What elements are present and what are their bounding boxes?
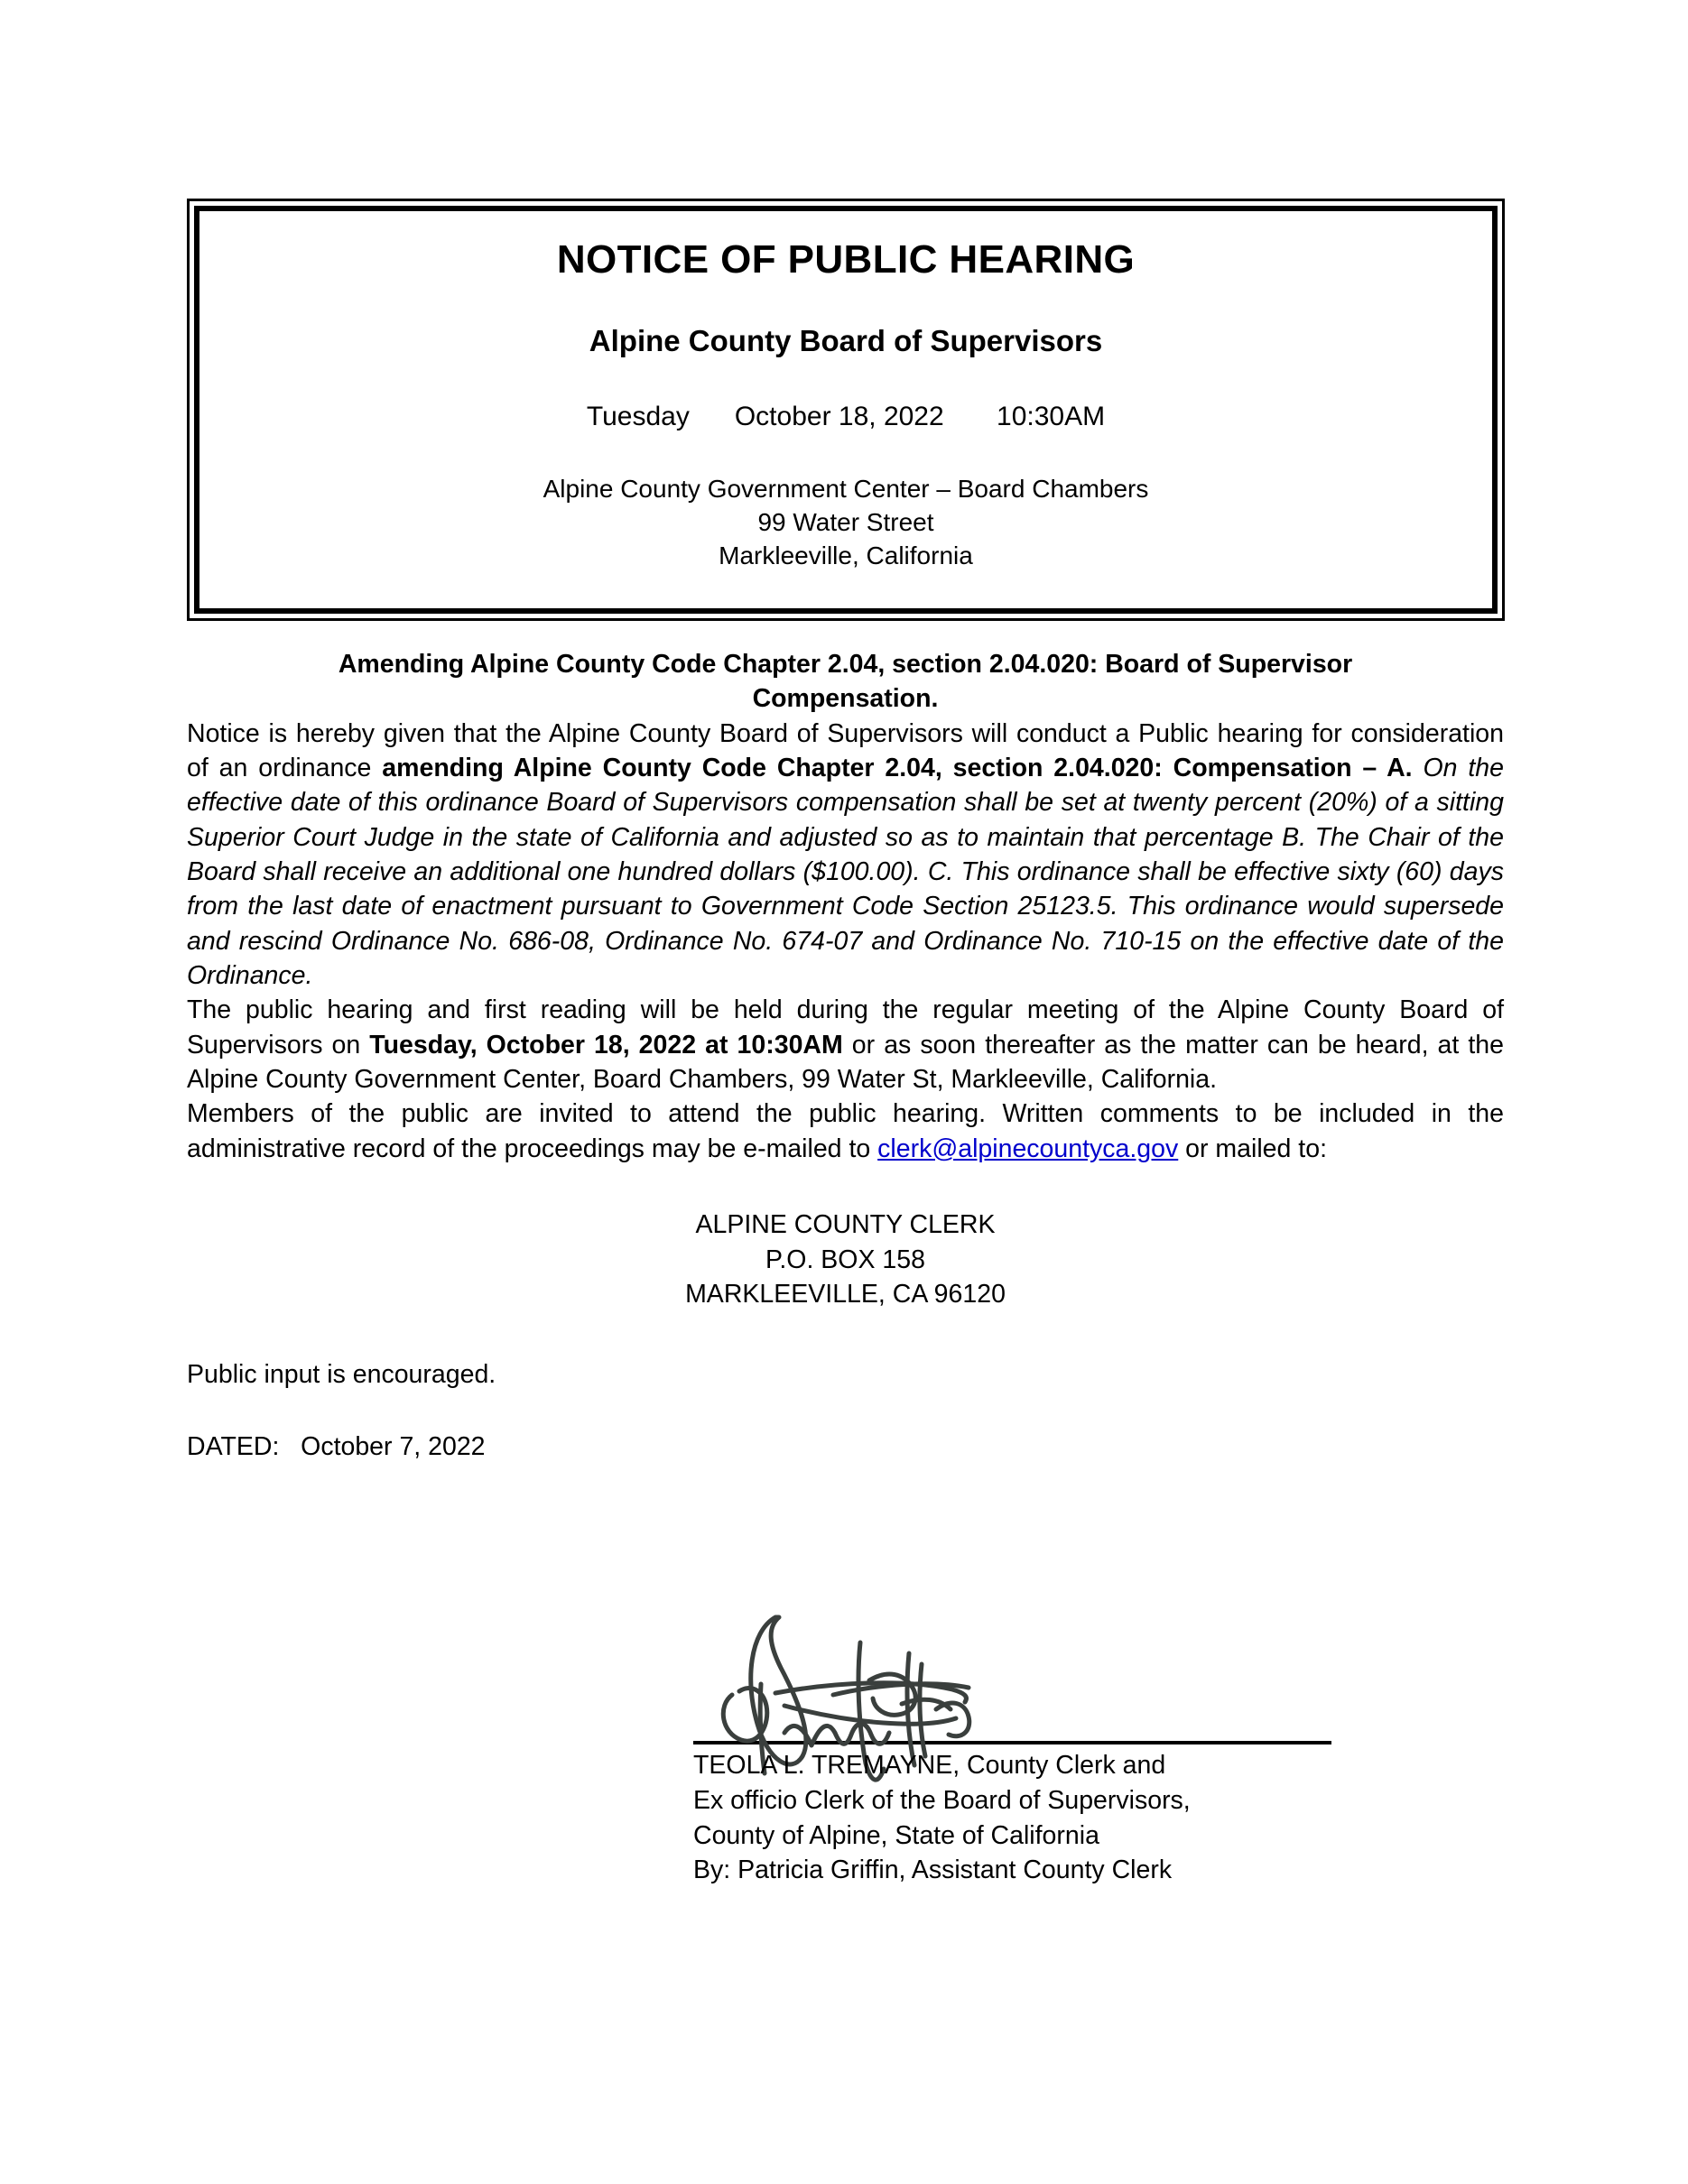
mailing-address-line-3: MARKLEEVILLE, CA 96120 bbox=[685, 1280, 1006, 1309]
signature-line-ex-officio: Ex officio Clerk of the Board of Supervisors, bbox=[693, 1785, 1191, 1815]
notice-header-box-inner bbox=[194, 206, 1498, 614]
paragraph-notice-given bbox=[187, 717, 1504, 994]
venue-line-city: Markleeville, California bbox=[719, 541, 973, 569]
venue-line-center: Alpine County Government Center – Board Chambers bbox=[543, 474, 1149, 503]
notice-header-box bbox=[187, 199, 1505, 621]
ordinance-heading: Amending Alpine County Code Chapter 2.04, section 2.04.020: Board of Supervisor Compensation. bbox=[338, 650, 1353, 713]
notice-venue bbox=[543, 473, 1149, 573]
handwritten-signature bbox=[698, 1597, 1113, 1746]
signature-line-county-state: County of Alpine, State of California bbox=[693, 1820, 1099, 1850]
para1-bold-citation: amending Alpine County Code Chapter 2.04, section 2.04.020: Compensation – A. bbox=[382, 754, 1413, 783]
para1-plain-lead: Notice is hereby given that the Alpine County Board of Supervisors will conduct a Public hearing for consideration of an ordinance bbox=[187, 718, 1504, 783]
para2-plain-lead: The public hearing and first reading will be held during the regular meeting of the Alpine County Board of Supervisors on bbox=[187, 995, 1504, 1060]
signature-name-block bbox=[693, 1748, 1343, 1888]
para3-plain-tail: or mailed to: bbox=[1178, 1134, 1327, 1163]
public-input-note: Public input is encouraged. bbox=[187, 1359, 496, 1389]
para3-plain-lead: Members of the public are invited to attend the public hearing. Written comments to be included in the administrative record of the proceedings may be e-mailed to bbox=[187, 1099, 1504, 1163]
venue-line-street: 99 Water Street bbox=[757, 507, 934, 536]
dated-line: DATED: October 7, 2022 bbox=[187, 1432, 486, 1462]
clerk-email-link[interactable]: clerk@alpinecountyca.gov bbox=[877, 1134, 1179, 1163]
notice-title: NOTICE OF PUBLIC HEARING bbox=[556, 237, 1136, 282]
document-body bbox=[187, 648, 1504, 1464]
para1-italic-ordinance-text: On the effective date of this ordinance Board of Supervisors compensation shall be set at twenty percent (20%) of a sitting Superior Court Judge in the state of California and adjusted so as to maintain that percentage B. The Chair of the Board shall receive an additional one hundred dollars ($100.00). C. This ordinance shall be effective sixty (60) days from the last date of enactment pursuant to Government Code Section 25123.5. This ordinance would supersede and rescind Ordinance No. 686-08, Ordinance No. 674-07 and Ordinance No. 710-15 on the effective date of the Ordinance. bbox=[187, 754, 1504, 991]
mailing-address-line-1: ALPINE COUNTY CLERK bbox=[695, 1210, 996, 1240]
notice-datetime: Tuesday October 18, 2022 10:30AM bbox=[586, 401, 1106, 431]
para2-plain-tail: or as soon thereafter as the matter can be heard, at the Alpine County Government Center, Board Chambers, 99 Water St, Markleeville, California. bbox=[187, 1030, 1504, 1095]
para2-bold-datetime: Tuesday, October 18, 2022 at 10:30AM bbox=[369, 1030, 843, 1060]
mailing-address-line-2: P.O. BOX 158 bbox=[765, 1245, 925, 1274]
signature-line-by-assistant: By: Patricia Griffin, Assistant County Clerk bbox=[693, 1855, 1173, 1885]
notice-subtitle-board-name: Alpine County Board of Supervisors bbox=[589, 324, 1103, 358]
signature-line-clerk-name: TEOLA L. TREMAYNE, County Clerk and bbox=[693, 1751, 1166, 1780]
paragraph-public-comments bbox=[187, 1097, 1504, 1166]
paragraph-hearing-details bbox=[187, 993, 1504, 1097]
mailing-address-block bbox=[187, 1208, 1504, 1312]
signature-area bbox=[693, 1597, 1343, 1888]
